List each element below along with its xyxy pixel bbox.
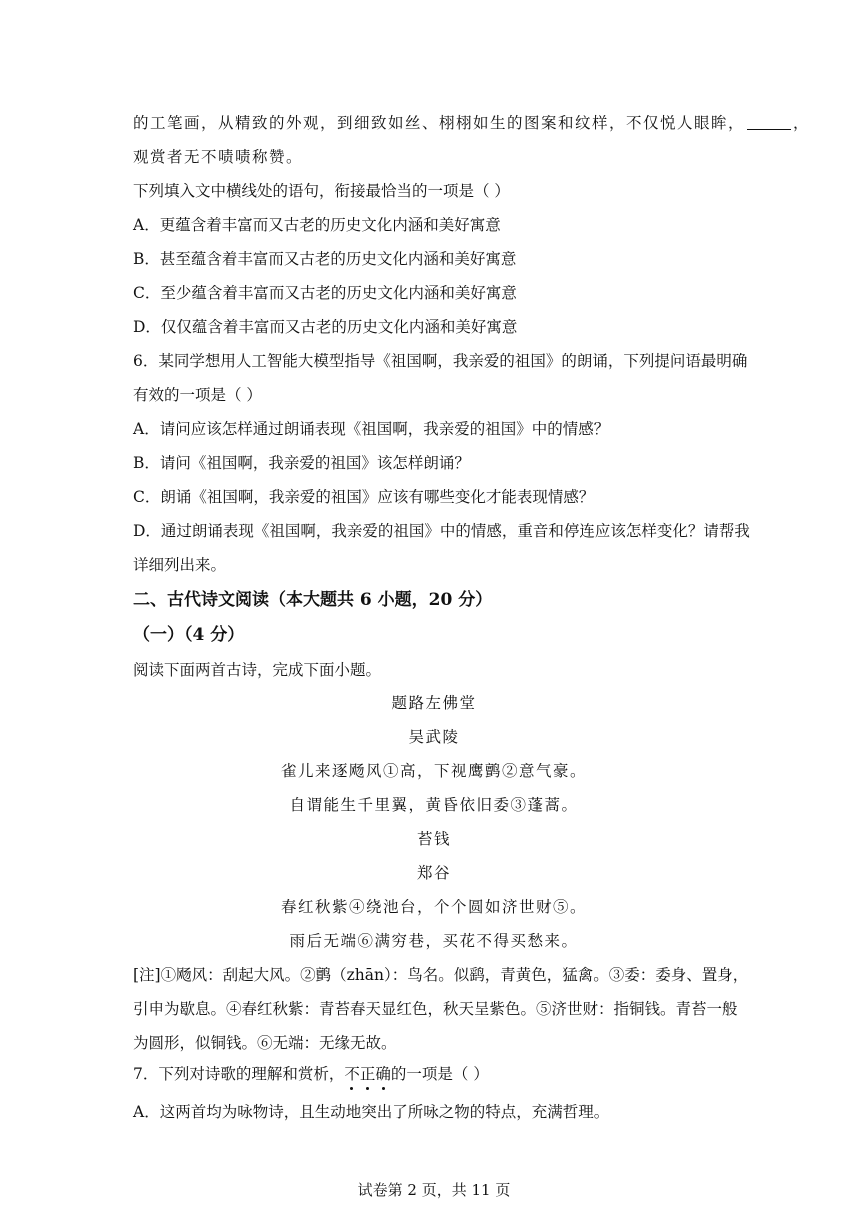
notes-line-3: 为圆形，似铜钱。⑥无端：无缘无故。 bbox=[133, 1034, 397, 1052]
q7-option-a: A．这两首均为咏物诗，且生动地突出了所咏之物的特点，充满哲理。 bbox=[133, 1103, 610, 1121]
page-footer: 试卷第 2 页，共 11 页 bbox=[357, 1181, 511, 1199]
emphasis-dot bbox=[350, 1087, 353, 1090]
q7-stem-end: 的一项是（ ） bbox=[390, 1065, 489, 1083]
notes-line-1: [注]①飏风：刮起大风。②鹯（zhān）：鸟名。似鹞，青黄色，猛禽。③委：委身、置身， bbox=[133, 966, 749, 984]
notes-line-2: 引申为歇息。④春红秋紫：青苔春天显红色，秋天呈紫色。⑤济世财：指铜钱。青苔一般 bbox=[133, 1000, 738, 1018]
emphasis-dot bbox=[382, 1087, 385, 1090]
poem-1-title: 题路左佛堂 bbox=[391, 694, 477, 712]
poem-2-title: 苔钱 bbox=[416, 830, 451, 848]
q7-emphasis bbox=[344, 1065, 391, 1083]
sub-section-heading: （一）（4 分） bbox=[133, 625, 245, 645]
q7-emphasis-text: 不正确 bbox=[344, 1065, 391, 1083]
poem-2-author: 郑谷 bbox=[416, 864, 451, 882]
q6-option-d: D．通过朗诵表现《祖国啊，我亲爱的祖国》中的情感，重音和停连应该怎样变化？请帮我 bbox=[133, 522, 750, 540]
q5-option-c: C．至少蕴含着丰富而又古老的历史文化内涵和美好寓意 bbox=[133, 284, 517, 302]
q6-option-d-continued: 详细列出来。 bbox=[133, 556, 227, 574]
emphasis-dot bbox=[366, 1087, 369, 1090]
fill-in-blank bbox=[747, 113, 791, 130]
poem-1-line-1: 雀儿来逐飏风①高，下视鹰鹯②意气豪。 bbox=[280, 762, 587, 780]
poem-2-line-2: 雨后无端⑥满穷巷，买花不得买愁来。 bbox=[289, 932, 579, 950]
passage-line-1 bbox=[133, 113, 810, 133]
q7-stem-start: 7．下列对诗歌的理解和赏析， bbox=[133, 1065, 345, 1083]
q7-stem bbox=[133, 1064, 489, 1084]
poem-2-line-1: 春红秋紫④绕池台，个个圆如济世财⑤。 bbox=[280, 898, 587, 916]
q6-stem-line-2: 有效的一项是（ ） bbox=[133, 386, 262, 404]
poem-1-line-2: 自谓能生千里翼，黄昏依旧委③蓬蒿。 bbox=[289, 796, 579, 814]
q5-stem: 下列填入文中横线处的语句，衔接最恰当的一项是（ ） bbox=[133, 182, 510, 200]
passage-line-1-end: ， bbox=[793, 114, 811, 132]
passage-line-2: 观赏者无不啧啧称赞。 bbox=[133, 148, 304, 166]
passage-line-1-text: 的工笔画，从精致的外观，到细致如丝、栩栩如生的图案和纹样，不仅悦人眼眸， bbox=[133, 114, 746, 132]
q6-option-b: B．请问《祖国啊，我亲爱的祖国》该怎样朗诵？ bbox=[133, 454, 470, 472]
q6-option-c: C．朗诵《祖国啊，我亲爱的祖国》应该有哪些变化才能表现情感？ bbox=[133, 488, 595, 506]
q5-option-b: B．甚至蕴含着丰富而又古老的历史文化内涵和美好寓意 bbox=[133, 250, 517, 268]
q6-stem-line-1: 6．某同学想用人工智能大模型指导《祖国啊，我亲爱的祖国》的朗诵，下列提问语最明确 bbox=[133, 352, 748, 370]
q6-option-a: A．请问应该怎样通过朗诵表现《祖国啊，我亲爱的祖国》中的情感？ bbox=[133, 420, 610, 438]
section-heading: 二、古代诗文阅读（本大题共 6 小题，20 分） bbox=[133, 590, 493, 610]
q5-option-d: D．仅仅蕴含着丰富而又古老的历史文化内涵和美好寓意 bbox=[133, 318, 518, 336]
poem-1-author: 吴武陵 bbox=[408, 728, 460, 746]
q5-option-a: A．更蕴含着丰富而又古老的历史文化内涵和美好寓意 bbox=[133, 216, 501, 234]
reading-instruction: 阅读下面两首古诗，完成下面小题。 bbox=[133, 661, 382, 679]
